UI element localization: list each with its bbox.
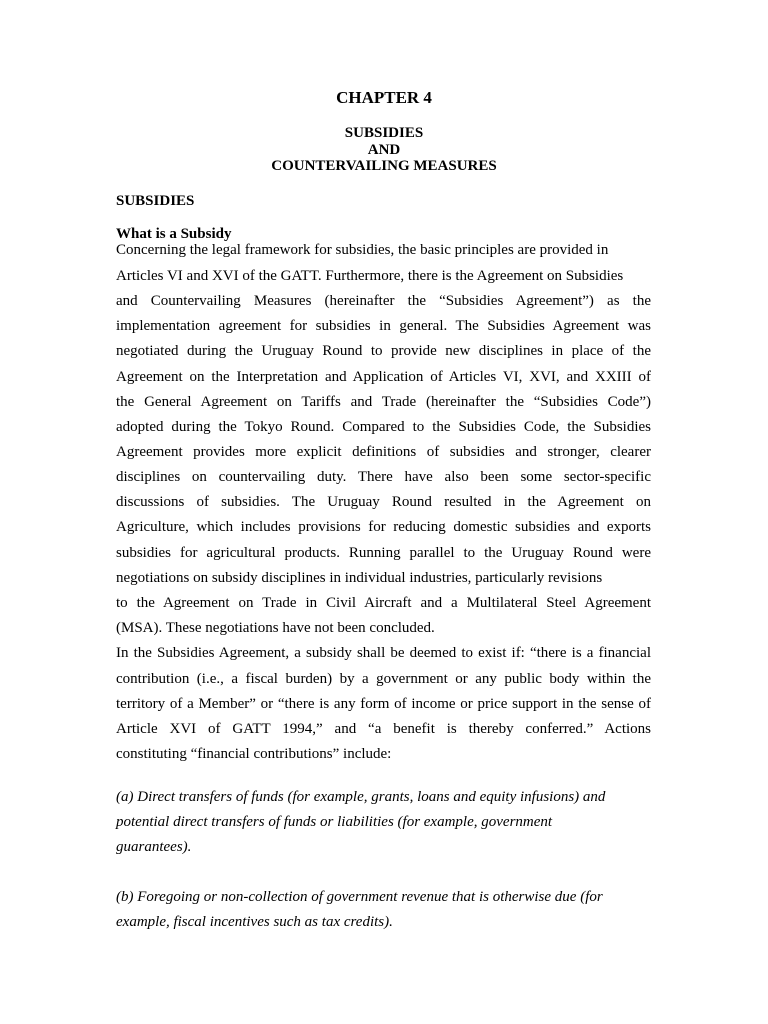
paragraph-1-line: Agreement on the Interpretation and Application of Articles VI, XVI, and XXIII of	[116, 369, 651, 385]
paragraph-1-line: negotiations on subsidy disciplines in individual industries, particularly revisions	[116, 570, 603, 586]
paragraph-1-line: adopted during the Tokyo Round. Compared to the Subsidies Code, the Subsidies	[116, 419, 651, 435]
paragraph-2-line: In the Subsidies Agreement, a subsidy shall be deemed to exist if: “there is a financial	[116, 645, 651, 661]
paragraph-1-line: disciplines on countervailing duty. There have also been some sector-specific	[116, 469, 651, 485]
paragraph-1-line: discussions of subsidies. The Uruguay Round resulted in the Agreement on	[116, 494, 651, 510]
paragraph-1-line: (MSA). These negotiations have not been concluded.	[116, 620, 435, 636]
list-item-a-line: (a) Direct transfers of funds (for example, grants, loans and equity infusions) and	[116, 789, 606, 805]
paragraph-1-line: and Countervailing Measures (hereinafter the “Subsidies Agreement”) as the	[116, 293, 651, 309]
chapter-heading: CHAPTER 4	[336, 88, 432, 107]
chapter-title-line-3: COUNTERVAILING MEASURES	[271, 158, 497, 174]
list-item-b-line: (b) Foregoing or non-collection of government revenue that is otherwise due (for	[116, 889, 603, 905]
paragraph-1-line: the General Agreement on Tariffs and Trade (hereinafter the “Subsidies Code”)	[116, 394, 651, 410]
subheading: What is a Subsidy	[116, 226, 232, 242]
list-item-b-line: example, fiscal incentives such as tax credits).	[116, 914, 393, 930]
paragraph-1-line: Agreement provides more explicit definitions of subsidies and stronger, clearer	[116, 444, 651, 460]
paragraph-1-line: negotiated during the Uruguay Round to provide new disciplines in place of the	[116, 343, 651, 359]
chapter-title-line-2: AND	[367, 142, 401, 158]
paragraph-1-line: implementation agreement for subsidies in general. The Subsidies Agreement was	[116, 318, 651, 334]
paragraph-1-line: subsidies for agricultural products. Running parallel to the Uruguay Round were	[116, 545, 651, 561]
section-heading: SUBSIDIES	[116, 193, 195, 209]
paragraph-2-line: constituting “financial contributions” include:	[116, 746, 392, 762]
list-item-a-line: potential direct transfers of funds or liabilities (for example, government	[116, 814, 553, 830]
paragraph-1-line: to the Agreement on Trade in Civil Aircraft and a Multilateral Steel Agreement	[116, 595, 651, 611]
paragraph-1-line: Concerning the legal framework for subsidies, the basic principles are provided in	[116, 242, 609, 258]
list-item-a-line: guarantees).	[116, 839, 192, 855]
paragraph-1-line: Articles VI and XVI of the GATT. Furthermore, there is the Agreement on Subsidies	[116, 268, 624, 284]
chapter-title-line-1: SUBSIDIES	[344, 125, 424, 141]
paragraph-2-line: territory of a Member” or “there is any form of income or price support in the sense of	[116, 696, 651, 712]
paragraph-2-line: contribution (i.e., a fiscal burden) by a government or any public body within the	[116, 671, 651, 687]
paragraph-1-line: Agriculture, which includes provisions for reducing domestic subsidies and exports	[116, 519, 651, 535]
paragraph-2-line: Article XVI of GATT 1994,” and “a benefit is thereby conferred.” Actions	[116, 721, 651, 737]
